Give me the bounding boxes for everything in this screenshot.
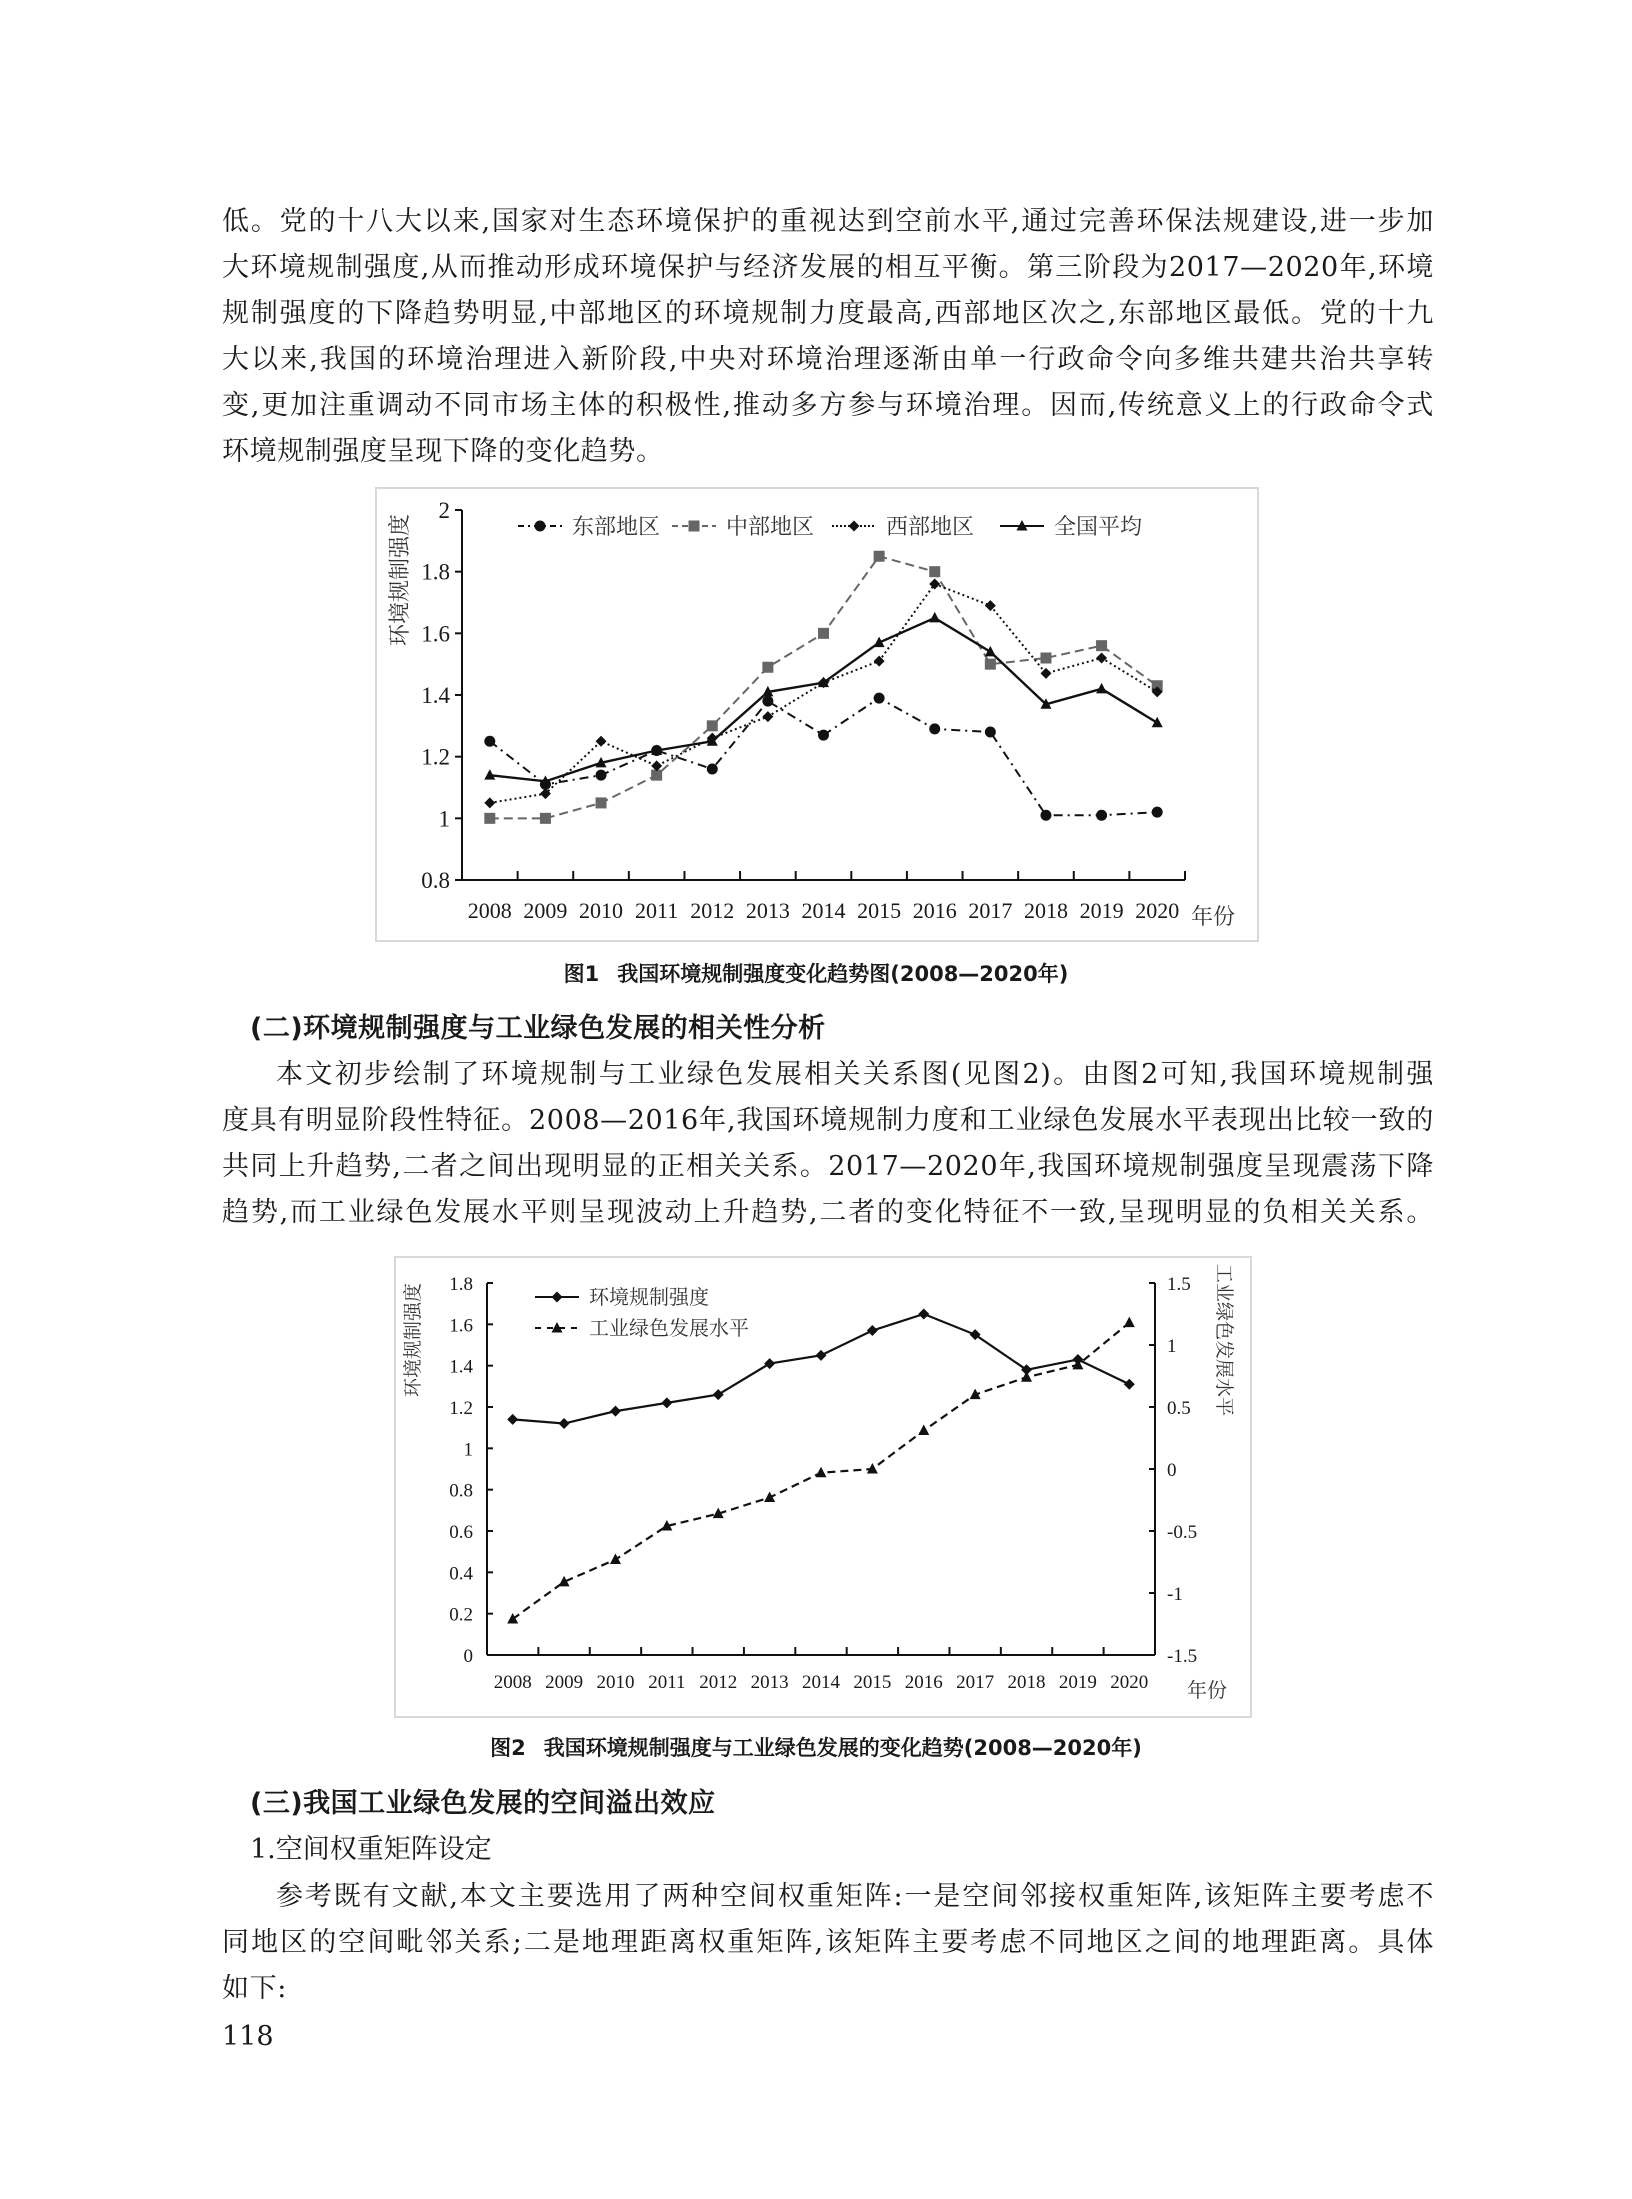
section-3-heading: (三)我国工业绿色发展的空间溢出效应 <box>250 1788 716 1819</box>
chart-2-legend-item <box>535 1316 749 1340</box>
chart-2-x-tick-label: 2010 <box>596 1672 635 1693</box>
figure-1-number: 图1 <box>563 962 600 986</box>
chart-2-series-triangle <box>507 1317 1135 1624</box>
chart-1-x-axis-label: 年份 <box>1190 905 1236 930</box>
chart-1-y-tick-label: 1.4 <box>421 683 450 708</box>
chart-2-y2-tick-label: 1.5 <box>1167 1274 1191 1295</box>
text-line: 趋势,而工业绿色发展水平则呈现波动上升趋势,二者的变化特征不一致,呈现明显的负相关关系。 <box>222 1197 1434 1228</box>
chart-1-y-tick-label: 2 <box>438 498 450 523</box>
chart-2-x-axis-label: 年份 <box>1187 1678 1227 1702</box>
chart-2-y2-tick-label: -1.5 <box>1167 1646 1198 1667</box>
chart-1-y-tick-label: 1.6 <box>421 621 450 647</box>
chart-2-y-tick-label: 1.8 <box>449 1274 473 1295</box>
chart-2-data-point <box>867 1325 878 1336</box>
chart-2-y2-axis-label: 工业绿色发展水平 <box>1213 1263 1235 1417</box>
chart-2-series <box>507 1309 1135 1624</box>
chart-1-x-tick-label: 2019 <box>1079 898 1124 923</box>
chart-2-x-tick-label: 2009 <box>545 1672 584 1693</box>
chart-1-x-tick-label: 2012 <box>690 898 735 923</box>
chart-2-y-tick-label: 0.8 <box>449 1480 473 1502</box>
text-line: 大以来,我国的环境治理进入新阶段,中央对环境治理逐渐由单一行政命令向多维共建共治共享转 <box>222 344 1434 375</box>
chart-2-y-axis-label: 环境规制强度 <box>402 1282 424 1398</box>
chart-2-y-tick-label: 1.6 <box>449 1315 473 1337</box>
chart-1-y-tick-label: 1.2 <box>421 744 450 770</box>
chart-2-data-point <box>1124 1317 1135 1328</box>
chart-2-data-point <box>816 1467 827 1478</box>
chart-2-data-point <box>816 1350 827 1361</box>
chart-1-legend-label: 东部地区 <box>572 515 661 540</box>
chart-2-y-tick-label: 1.4 <box>449 1356 473 1378</box>
text-line: 变,更加注重调动不同市场主体的积极性,推动多方参与环境治理。因而,传统意义上的行政命令式 <box>222 390 1434 421</box>
text-line: 如下: <box>222 1973 287 2004</box>
section-2-heading: (二)环境规制强度与工业绿色发展的相关性分析 <box>250 1013 826 1044</box>
chart-2-y-tick-label: 0 <box>463 1646 473 1667</box>
chart-1-legend-label: 全国平均 <box>1054 515 1143 540</box>
chart-2-data-point <box>507 1414 518 1425</box>
figure-2-caption <box>0 1734 1632 1762</box>
text-line: 本文初步绘制了环境规制与工业绿色发展相关关系图(见图2)。由图2可知,我国环境规制强 <box>276 1059 1434 1090</box>
text-line: 共同上升趋势,二者之间出现明显的正相关关系。2017—2020年,我国环境规制强度呈现震荡下降 <box>222 1151 1434 1182</box>
chart-2-legend-label: 环境规制强度 <box>589 1285 709 1309</box>
page-number: 118 <box>222 2021 274 2052</box>
chart-2-x-tick-label: 2012 <box>699 1672 738 1693</box>
chart-1-x-tick-label: 2015 <box>857 898 902 923</box>
chart-2-x-tick-label: 2017 <box>956 1672 995 1693</box>
figure-2-number: 图2 <box>490 1736 526 1760</box>
chart-2-y2-tick-label: 0 <box>1167 1460 1177 1481</box>
chart-1-y-tick-label: 1 <box>438 806 450 832</box>
chart-2-data-point <box>1124 1379 1135 1390</box>
text-line: 环境规制强度呈现下降的变化趋势。 <box>222 436 664 467</box>
chart-2-x-tick-label: 2015 <box>853 1672 892 1693</box>
figure-1-title: 我国环境规制强度变化趋势图(2008—2020年) <box>617 962 1069 986</box>
chart-2-legend-item <box>535 1285 709 1309</box>
chart-2-data-point <box>1021 1371 1032 1382</box>
chart-2-x-tick-label: 2020 <box>1110 1672 1149 1693</box>
chart-1-x-tick-label: 2014 <box>801 898 846 923</box>
chart-2-x-tick-label: 2013 <box>750 1672 789 1693</box>
chart-2-y2-tick-label: 0.5 <box>1167 1398 1191 1419</box>
chart-2-x-tick-label: 2008 <box>493 1672 532 1693</box>
chart-2-y-tick-label: 1.2 <box>449 1398 473 1419</box>
chart-1-y-tick-label: 0.8 <box>421 868 450 893</box>
chart-2-x-tick-label: 2011 <box>648 1672 686 1693</box>
chart-2-x-tick-label: 2018 <box>1007 1672 1046 1693</box>
chart-1-x-tick-label: 2010 <box>579 898 624 923</box>
chart-2-data-point <box>507 1613 518 1624</box>
chart-2-y2-tick-label: -1 <box>1167 1584 1183 1605</box>
chart-2-x-tick-label: 2014 <box>802 1672 840 1693</box>
chart-2-x-tick-label: 2019 <box>1058 1672 1097 1693</box>
chart-2-data-point <box>610 1406 621 1417</box>
chart-2-data-point <box>764 1358 775 1369</box>
text-line: 大环境规制强度,从而推动形成环境保护与经济发展的相互平衡。第三阶段为2017—2020年,环境 <box>222 252 1434 283</box>
chart-2-legend-label: 工业绿色发展水平 <box>589 1316 749 1340</box>
text-line: 同地区的空间毗邻关系;二是地理距离权重矩阵,该矩阵主要考虑不同地区之间的地理距离。具体 <box>222 1927 1434 1958</box>
chart-1-x-tick-label: 2016 <box>912 898 957 923</box>
chart-2-legend <box>535 1285 749 1340</box>
chart-2-axes <box>449 1274 1197 1693</box>
chart-1-legend-label: 西部地区 <box>886 515 975 540</box>
chart-2-legend-marker <box>552 1292 563 1303</box>
chart-1-x-tick-label: 2020 <box>1135 898 1180 923</box>
figure-2-title: 我国环境规制强度与工业绿色发展的变化趋势(2008—2020年) <box>543 1736 1142 1760</box>
chart-1-y-axis-label: 环境规制强度 <box>388 513 413 647</box>
chart-1-x-tick-label: 2008 <box>467 898 512 923</box>
chart-1-x-tick-label: 2011 <box>635 898 679 923</box>
chart-2-data-point <box>918 1425 929 1436</box>
chart-1-x-tick-label: 2018 <box>1023 898 1068 923</box>
chart-2-data-point <box>661 1397 672 1408</box>
text-line: 低。党的十八大以来,国家对生态环境保护的重视达到空前水平,通过完善环保法规建设,进一步加 <box>222 206 1434 237</box>
section-3-subheading: 1.空间权重矩阵设定 <box>250 1834 492 1865</box>
chart-2-y-tick-label: 0.2 <box>449 1604 473 1626</box>
chart-2-data-point <box>918 1309 929 1320</box>
chart-1-x-tick-label: 2017 <box>968 898 1013 923</box>
chart-2-y2-tick-label: -0.5 <box>1167 1522 1198 1543</box>
text-line: 参考既有文献,本文主要选用了两种空间权重矩阵:一是空间邻接权重矩阵,该矩阵主要考虑不 <box>276 1881 1434 1912</box>
chart-2-y-tick-label: 0.6 <box>449 1522 473 1543</box>
chart-2-y-tick-label: 1 <box>463 1439 473 1461</box>
text-line: 度具有明显阶段性特征。2008—2016年,我国环境规制力度和工业绿色发展水平表现出比较一致的 <box>222 1105 1434 1136</box>
chart-1-x-tick-label: 2009 <box>523 898 568 923</box>
chart-1-legend-label: 中部地区 <box>726 515 815 540</box>
chart-1-x-tick-label: 2013 <box>745 898 790 923</box>
chart-2-x-tick-label: 2016 <box>904 1672 943 1693</box>
chart-2-y-tick-label: 0.4 <box>449 1563 473 1585</box>
chart-1-y-tick-label: 1.8 <box>421 559 450 585</box>
chart-2-data-point <box>713 1389 724 1400</box>
chart-2-y2-tick-label: 1 <box>1167 1336 1177 1357</box>
chart-2-data-point <box>559 1418 570 1429</box>
text-line: 规制强度的下降趋势明显,中部地区的环境规制力度最高,西部地区次之,东部地区最低。党的十九 <box>222 298 1434 329</box>
chart-2-data-point <box>610 1554 621 1565</box>
